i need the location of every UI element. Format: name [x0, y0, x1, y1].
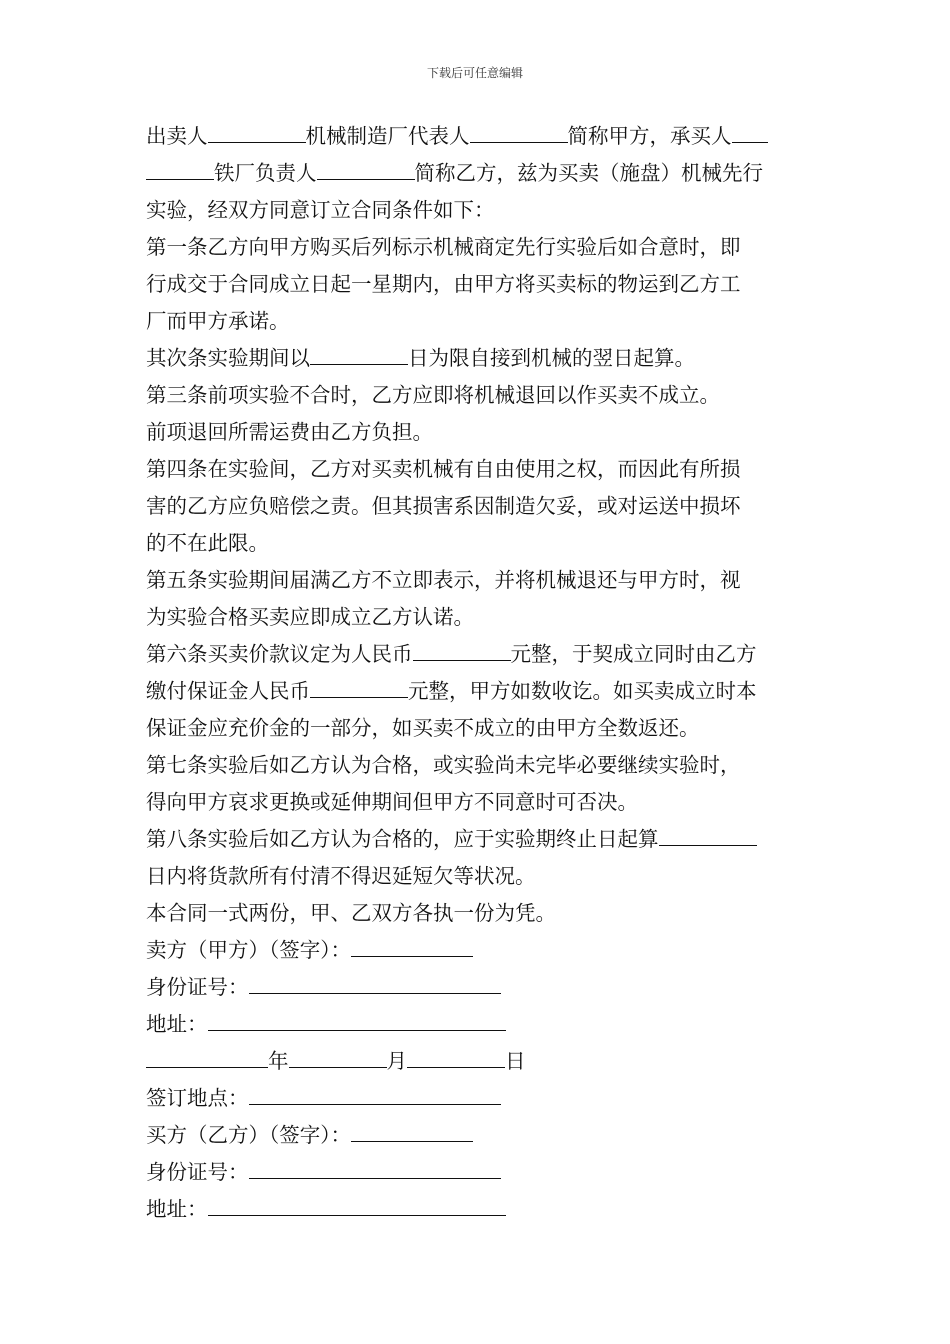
place-blank	[249, 1080, 501, 1105]
blank-head	[317, 155, 415, 180]
article-6-text-b: 元整，于契成立同时由乙方	[510, 642, 757, 666]
month-blank	[289, 1043, 387, 1068]
seller-signature-row	[146, 932, 810, 969]
article-2-text-a: 其次条实验期间以	[146, 346, 310, 370]
article-7-line-1: 第七条实验后如乙方认为合格，或实验尚未完毕必要继续实验时，	[146, 753, 741, 777]
article-1-line-1: 第一条乙方向甲方购买后列标示机械商定先行实验后如合意时，即	[146, 235, 741, 259]
article-4-line-1: 第四条在实验间，乙方对买卖机械有自由使用之权，而因此有所损	[146, 457, 741, 481]
article-6-text-d: 元整，甲方如数收讫。如买卖成立时本	[408, 679, 757, 703]
seller-id-row	[146, 969, 810, 1006]
buyer-signature-row	[146, 1117, 810, 1154]
article-6-line-1	[146, 636, 810, 673]
article-4-line-3: 的不在此限。	[146, 531, 269, 555]
buyer-id-blank	[249, 1154, 501, 1179]
article-8-line-2: 日内将货款所有付清不得迟延短欠等状况。	[146, 864, 536, 888]
intro-purpose: 简称乙方，兹为买卖（施盘）机械先行	[414, 161, 763, 185]
article-6-line-3: 保证金应充价金的一部分，如买卖不成立的由甲方全数返还。	[146, 716, 700, 740]
intro-buyer: 简称甲方，承买人	[567, 124, 732, 148]
buyer-address-blank	[208, 1191, 506, 1216]
place-label: 签订地点：	[146, 1086, 249, 1110]
blank-seller	[208, 118, 306, 143]
intro-seller: 出卖人	[146, 124, 208, 148]
article-6-line-2	[146, 673, 810, 710]
article-8-line-1	[146, 821, 810, 858]
article-7-line-2: 得向甲方哀求更换或延伸期间但甲方不同意时可否决。	[146, 790, 638, 814]
seller-signature-label: 卖方（甲方）（签字）：	[146, 938, 351, 962]
article-5-line-1: 第五条实验期间届满乙方不立即表示，并将机械退还与甲方时，视	[146, 568, 741, 592]
day-blank	[407, 1043, 505, 1068]
intro-line-3: 实验，经双方同意订立合同条件如下：	[146, 198, 495, 222]
seller-address-blank	[208, 1006, 506, 1031]
buyer-id-label: 身份证号：	[146, 1160, 249, 1184]
contract-body	[146, 118, 810, 1228]
article-3-line-2: 前项退回所需运费由乙方负担。	[146, 420, 433, 444]
article-2	[146, 340, 810, 377]
article-3-line-1: 第三条前项实验不合时，乙方应即将机械退回以作买卖不成立。	[146, 383, 720, 407]
seller-signature-blank	[351, 932, 473, 957]
article-1-line-2: 行成交于合同成立日起一星期内，由甲方将买卖标的物运到乙方工	[146, 272, 741, 296]
blank-trial-days	[310, 340, 408, 365]
year-label: 年	[268, 1049, 289, 1073]
seller-id-blank	[249, 969, 501, 994]
article-2-text-b: 日为限自接到机械的翌日起算。	[408, 346, 695, 370]
blank-payment-days	[659, 821, 757, 846]
seller-id-label: 身份证号：	[146, 975, 249, 999]
blank-rep	[470, 118, 568, 143]
intro-line-2	[146, 155, 810, 192]
article-6-text-c: 缴付保证金人民币	[146, 679, 310, 703]
month-label: 月	[386, 1049, 407, 1073]
buyer-signature-label: 买方（乙方）（签字）：	[146, 1123, 351, 1147]
article-1-line-3: 厂而甲方承诺。	[146, 309, 290, 333]
seller-address-label: 地址：	[146, 1012, 208, 1036]
buyer-signature-blank	[351, 1117, 473, 1142]
seller-address-row	[146, 1006, 810, 1043]
article-5-line-2: 为实验合格买卖应即成立乙方认诺。	[146, 605, 474, 629]
buyer-address-label: 地址：	[146, 1197, 208, 1221]
page-header: 下载后可任意编辑	[426, 66, 523, 80]
day-label: 日	[505, 1049, 526, 1073]
buyer-address-row	[146, 1191, 810, 1228]
date-row	[146, 1043, 810, 1080]
intro-line-1	[146, 118, 810, 155]
year-blank	[146, 1043, 268, 1068]
article-4-line-2: 害的乙方应负赔偿之责。但其损害系因制造欠妥，或对运送中损坏	[146, 494, 741, 518]
buyer-id-row	[146, 1154, 810, 1191]
intro-iron-head: 铁厂负责人	[214, 161, 317, 185]
intro-factory-rep: 机械制造厂代表人	[305, 124, 470, 148]
closing-line: 本合同一式两份，甲、乙双方各执一份为凭。	[146, 901, 556, 925]
blank-deposit	[310, 673, 408, 698]
article-8-text-a: 第八条实验后如乙方认为合格的，应于实验期终止日起算	[146, 827, 659, 851]
place-row	[146, 1080, 810, 1117]
blank-buyer-a	[732, 118, 768, 143]
article-6-text-a: 第六条买卖价款议定为人民币	[146, 642, 413, 666]
blank-buyer-b	[146, 155, 214, 180]
blank-price	[413, 636, 511, 661]
